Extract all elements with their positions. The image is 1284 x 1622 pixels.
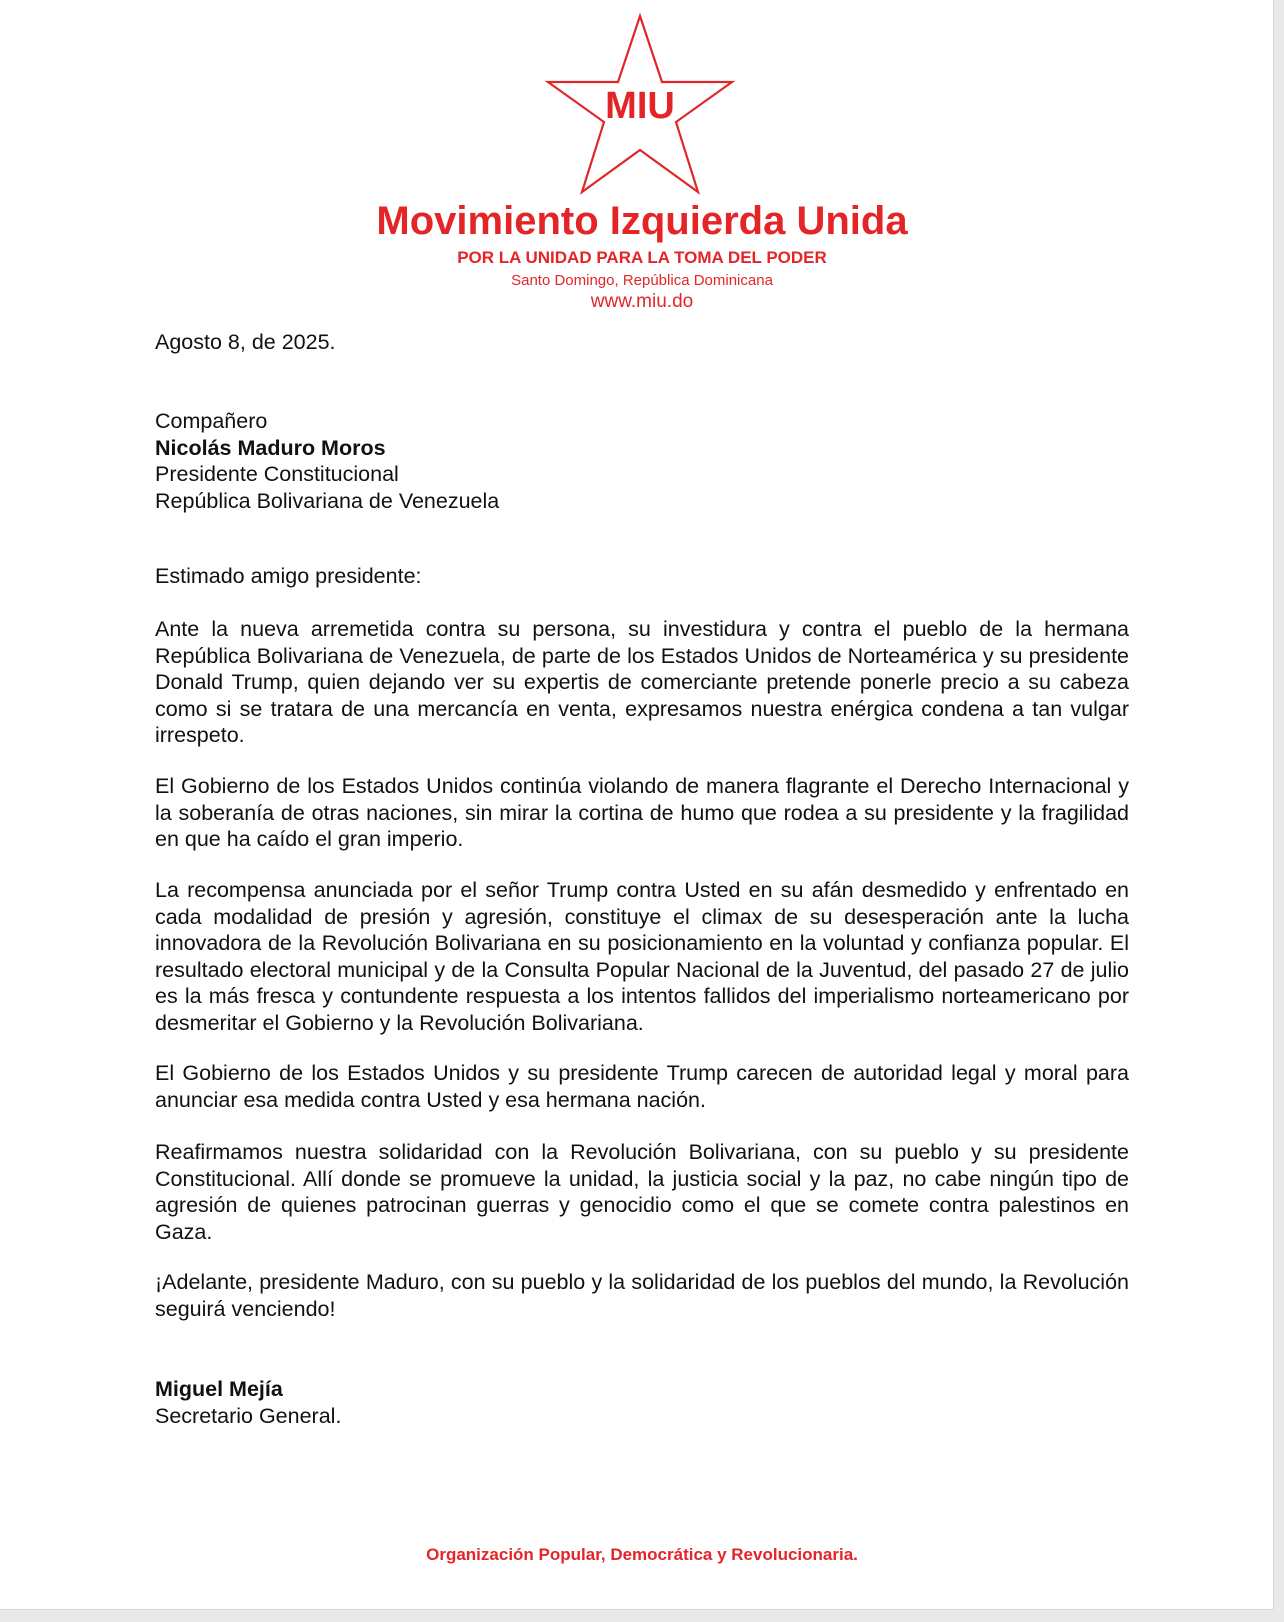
body-paragraph: Reafirmamos nuestra solidaridad con la Revolución Bolivariana, con su pueblo y su presidente Constitucional. Allí donde se promueve la unidad, la justicia social y la paz, no cabe ningún tipo de agresión de quienes patrocinan guerras y genocidio como el que se comete contra palestinos en Gaza. <box>155 1140 1129 1244</box>
recipient-position: Presidente Constitucional <box>155 462 399 486</box>
organization-tagline: POR LA UNIDAD PARA LA TOMA DEL PODER <box>457 248 827 267</box>
letter-greeting: Estimado amigo presidente: <box>155 564 422 588</box>
organization-name: Movimiento Izquierda Unida <box>376 199 908 243</box>
footer-motto: Organización Popular, Democrática y Revolucionaria. <box>426 1545 858 1564</box>
miu-star-logo <box>541 12 739 202</box>
organization-location: Santo Domingo, República Dominicana <box>511 272 773 289</box>
signature-block <box>155 1376 1129 1429</box>
signature-name: Miguel Mejía <box>155 1377 283 1401</box>
body-paragraph: ¡Adelante, presidente Maduro, con su pueblo y la solidaridad de los pueblos del mundo, la Revolución seguirá venciendo! <box>155 1270 1129 1321</box>
body-paragraph: El Gobierno de los Estados Unidos continúa violando de manera flagrante el Derecho Internacional y la soberanía de otras naciones, sin mirar la cortina de humo que rodea a su presidente y la fragilidad en que ha caído el gran imperio. <box>155 774 1129 851</box>
recipient-country: República Bolivariana de Venezuela <box>155 488 500 513</box>
recipient-name: Nicolás Maduro Moros <box>155 435 386 460</box>
organization-website: www.miu.do <box>590 291 694 312</box>
logo-text: MIU <box>605 85 675 127</box>
signature-title: Secretario General. <box>155 1403 342 1428</box>
body-paragraph: Ante la nueva arremetida contra su persona, su investidura y contra el pueblo de la hermana República Bolivariana de Venezuela, de parte de los Estados Unidos de Norteamérica y su presidente Donald Trump, quien dejando ver su expertis de comerciante pretende ponerle precio a su cabeza como si se tratara de una mercancía en venta, expresamos nuestra enérgica condena a tan vulgar irrespeto. <box>155 617 1129 747</box>
recipient-salutation-title: Compañero <box>155 409 268 433</box>
body-paragraph: La recompensa anunciada por el señor Trump contra Usted en su afán desmedido y enfrentado en cada modalidad de presión y agresión, constituye el climax de su desesperación ante la lucha innovadora de la Revolución Bolivariana en su posicionamiento en la voluntad y confianza popular. El resultado electoral municipal y de la Consulta Popular Nacional de la Juventud, del pasado 27 de julio es la más fresca y contundente respuesta a los intentos fallidos del imperialismo norteamericano por desmeritar el Gobierno y la Revolución Bolivariana. <box>155 878 1129 1035</box>
recipient-block <box>155 408 1129 514</box>
body-paragraph: El Gobierno de los Estados Unidos y su presidente Trump carecen de autoridad legal y moral para anunciar esa medida contra Usted y esa hermana nación. <box>155 1061 1129 1112</box>
letter-date: Agosto 8, de 2025. <box>155 330 336 354</box>
